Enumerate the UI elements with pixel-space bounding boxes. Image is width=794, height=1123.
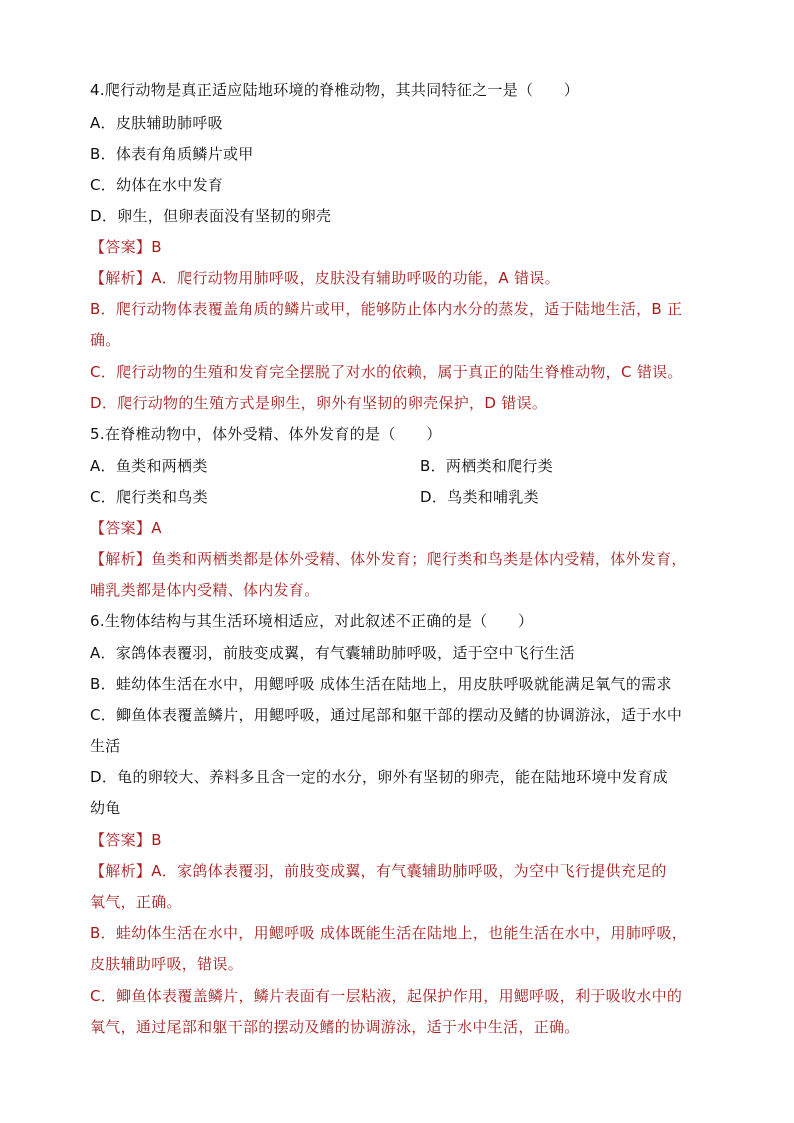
question-4-analysis-line-3: 确。: [90, 331, 121, 349]
question-6-analysis-line-5: C．鲫鱼体表覆盖鳞片，鳞片表面有一层粘液，起保护作用，用鳃呼吸，利于吸收水中的: [90, 987, 683, 1005]
question-5-analysis-line-1: [90, 549, 687, 569]
analysis-text: A．爬行动物用肺呼吸，皮肤没有辅助呼吸的功能，A 错误。: [151, 269, 560, 287]
question-5-answer: [90, 518, 162, 538]
question-5-option-d: D．鸟类和哺乳类: [420, 488, 539, 506]
question-6-analysis-line-3: B．蛙幼体生活在水中，用鳃呼吸 成体既能生活在陆地上，也能生活在水中，用肺呼吸，: [90, 924, 688, 942]
analysis-text: A．家鸽体表覆羽，前肢变成翼，有气囊辅助肺呼吸，为空中飞行提供充足的: [151, 862, 667, 880]
question-5-stem: 5.在脊椎动物中，体外受精、体外发育的是（ ）: [90, 425, 442, 443]
question-6-analysis-line-2: 氧气，正确。: [90, 893, 182, 911]
analysis-tag: 【解析】: [90, 550, 152, 568]
question-4-option-d: D．卵生，但卵表面没有坚韧的卵壳: [90, 207, 332, 225]
answer-tag: 【答案】: [90, 831, 152, 849]
question-6-analysis-line-4: 皮肤辅助呼吸，错误。: [90, 955, 244, 973]
question-4-option-b: B．体表有角质鳞片或甲: [90, 145, 254, 163]
question-6-option-a: A．家鸽体表覆羽，前肢变成翼，有气囊辅助肺呼吸，适于空中飞行生活: [90, 644, 575, 662]
answer-value: A: [151, 519, 162, 537]
question-4-stem: 4.爬行动物是真正适应陆地环境的脊椎动物，其共同特征之一是（ ）: [90, 81, 580, 99]
question-4-analysis-line-5: D．爬行动物的生殖方式是卵生，卵外有坚韧的卵壳保护，D 错误。: [90, 394, 548, 412]
answer-value: B: [151, 238, 162, 256]
analysis-tag: 【解析】: [90, 862, 152, 880]
analysis-text: 鱼类和两栖类都是体外受精、体外发育；爬行类和鸟类是体内受精，体外发育，: [151, 550, 687, 568]
question-6-stem: 6.生物体结构与其生活环境相适应，对此叙述不正确的是（ ）: [90, 612, 534, 630]
answer-value: B: [151, 831, 162, 849]
question-4-analysis-line-2: B．爬行动物体表覆盖角质的鳞片或甲，能够防止体内水分的蒸发，适于陆地生活，B 正: [90, 300, 683, 318]
analysis-tag: 【解析】: [90, 269, 152, 287]
question-5-option-a: A．鱼类和两栖类: [90, 457, 208, 475]
question-4-option-c: C．幼体在水中发育: [90, 176, 224, 194]
question-6-option-d-cont: 幼龟: [90, 799, 121, 817]
question-5-analysis-line-2: 哺乳类都是体内受精、体内发育。: [90, 581, 320, 599]
question-6-analysis-line-1: [90, 861, 667, 881]
answer-tag: 【答案】: [90, 238, 152, 256]
question-5-options-row-1: [90, 456, 710, 476]
question-6-answer: [90, 830, 162, 850]
question-5-options-row-2: [90, 487, 710, 507]
question-6-option-b: B．蛙幼体生活在水中，用鳃呼吸 成体生活在陆地上，用皮肤呼吸就能满足氧气的需求: [90, 675, 672, 693]
question-4-analysis-line-4: C．爬行动物的生殖和发育完全摆脱了对水的依赖，属于真正的陆生脊椎动物，C 错误。: [90, 363, 683, 381]
answer-tag: 【答案】: [90, 519, 152, 537]
question-4-option-a: A．皮肤辅助肺呼吸: [90, 114, 223, 132]
question-4-answer: [90, 237, 162, 257]
question-5-option-b: B．两栖类和爬行类: [420, 457, 553, 475]
question-6-analysis-line-6: 氧气，通过尾部和躯干部的摆动及鳍的协调游泳，适于水中生活，正确。: [90, 1018, 580, 1036]
question-4-analysis-line-1: [90, 268, 560, 288]
question-6-option-d: D．龟的卵较大、养料多且含一定的水分，卵外有坚韧的卵壳，能在陆地环境中发育成: [90, 768, 668, 786]
question-6-option-c: C．鲫鱼体表覆盖鳞片，用鳃呼吸，通过尾部和躯干部的摆动及鳍的协调游泳，适于水中: [90, 706, 683, 724]
question-6-option-c-cont: 生活: [90, 737, 121, 755]
question-5-option-c: C．爬行类和鸟类: [90, 488, 208, 506]
